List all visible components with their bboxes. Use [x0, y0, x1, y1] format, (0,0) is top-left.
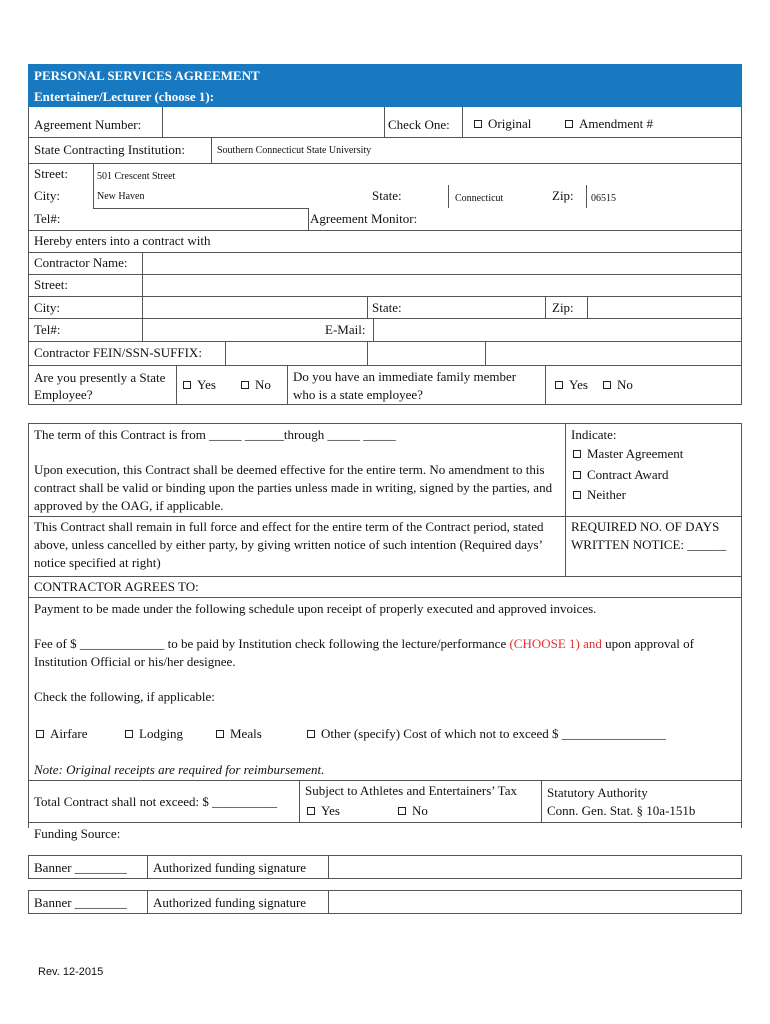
contractor-state-label: State:: [372, 300, 402, 315]
receipts-note: Note: Original receipts are required for reimbursement.: [34, 762, 325, 777]
check-one-label: Check One:: [388, 117, 450, 132]
form-title: PERSONAL SERVICES AGREEMENT: [34, 68, 260, 83]
statutory-authority-line2: Conn. Gen. Stat. § 10a-151b: [547, 803, 696, 818]
master-agreement-label: Master Agreement: [587, 446, 684, 461]
contractor-name-field[interactable]: [144, 254, 740, 273]
family-yes[interactable]: [555, 377, 588, 393]
state-employee-question-2: Employee?: [34, 387, 93, 402]
other-checkbox[interactable]: [307, 730, 315, 738]
lodging-checkbox[interactable]: [125, 730, 133, 738]
agreement-number-label: Agreement Number:: [34, 117, 142, 132]
contract-award-label: Contract Award: [587, 467, 669, 482]
meals-checkbox[interactable]: [216, 730, 224, 738]
payment-text: Payment to be made under the following schedule upon receipt of properly executed and approved invoices.: [34, 601, 597, 616]
fee-choose-text: (CHOOSE 1) and: [509, 636, 602, 651]
fee-text-part2: upon approval of Institution Official or his/her designee.: [34, 636, 694, 669]
family-yes-checkbox[interactable]: [555, 381, 563, 389]
state-employee-question-1: Are you presently a State: [34, 370, 166, 385]
other-label: Other (specify) Cost of which not to exceed $ ________________: [321, 726, 666, 741]
original-checkbox[interactable]: [474, 120, 482, 128]
state-employee-no-checkbox[interactable]: [241, 381, 249, 389]
agency-zip-label: Zip:: [552, 188, 574, 203]
fein-label: Contractor FEIN/SSN-SUFFIX:: [34, 345, 202, 360]
contractor-street-field[interactable]: [144, 276, 740, 295]
required-days-line2: WRITTEN NOTICE: ______: [571, 537, 727, 552]
agreement-monitor-label: Agreement Monitor:: [310, 211, 418, 226]
agency-city-value[interactable]: New Haven: [97, 191, 145, 202]
amendment-label: Amendment #: [579, 116, 654, 131]
institution-value[interactable]: Southern Connecticut State University: [217, 145, 372, 156]
state-employee-yes-label: Yes: [197, 377, 216, 392]
funding-signature-1-label: Authorized funding signature: [153, 860, 307, 875]
amendment-checkbox[interactable]: [565, 120, 573, 128]
agency-street-value[interactable]: 501 Crescent Street: [97, 171, 176, 182]
funding-signature-1-field[interactable]: [330, 857, 740, 877]
contractor-zip-label: Zip:: [552, 300, 574, 315]
funding-signature-2-label: Authorized funding signature: [153, 895, 307, 910]
contractor-street-label: Street:: [34, 277, 68, 292]
form-subtitle: Entertainer/Lecturer (choose 1):: [34, 89, 215, 104]
fee-text: [34, 635, 736, 671]
tax-no-option[interactable]: [398, 803, 428, 819]
state-employee-yes[interactable]: [183, 377, 216, 393]
original-label: Original: [488, 116, 532, 131]
neither-label: Neither: [587, 487, 626, 502]
banner-1-label: Banner ________: [34, 860, 127, 875]
airfare-checkbox[interactable]: [36, 730, 44, 738]
tax-yes-option[interactable]: [307, 803, 340, 819]
family-no[interactable]: [603, 377, 633, 393]
tax-label: Subject to Athletes and Entertainers’ Tax: [305, 783, 517, 798]
agency-street-label: Street:: [34, 166, 68, 181]
agency-zip-value[interactable]: 06515: [591, 193, 616, 204]
state-employee-no-label: No: [255, 377, 271, 392]
amendment-option[interactable]: [565, 116, 653, 132]
institution-label: State Contracting Institution:: [34, 142, 185, 157]
original-option[interactable]: [474, 116, 531, 132]
family-no-label: No: [617, 377, 633, 392]
family-no-checkbox[interactable]: [603, 381, 611, 389]
family-question-1: Do you have an immediate family member: [293, 369, 517, 384]
contractor-city-label: City:: [34, 300, 61, 315]
funding-source-label: Funding Source:: [34, 826, 121, 841]
meals-label: Meals: [230, 726, 262, 741]
lodging-label: Lodging: [139, 726, 184, 741]
neither-checkbox[interactable]: [573, 491, 581, 499]
fee-text-part1: Fee of $ _____________ to be paid by Institution check following the lecture/performance: [34, 636, 510, 651]
check-following-text: Check the following, if applicable:: [34, 689, 215, 704]
lodging-option[interactable]: [125, 726, 183, 742]
funding-signature-2-field[interactable]: [330, 892, 740, 912]
family-question-2: who is a state employee?: [293, 387, 423, 402]
tax-yes-checkbox[interactable]: [307, 807, 315, 815]
required-days-line1: REQUIRED NO. OF DAYS: [571, 519, 720, 534]
meals-option[interactable]: [216, 726, 262, 742]
contractor-tel-label: Tel#:: [34, 322, 61, 337]
indicate-label: Indicate:: [571, 427, 617, 442]
state-employee-yes-checkbox[interactable]: [183, 381, 191, 389]
statutory-authority-line1: Statutory Authority: [547, 785, 648, 800]
agrees-heading: CONTRACTOR AGREES TO:: [34, 579, 199, 594]
other-option[interactable]: [307, 726, 666, 742]
banner-2-label: Banner ________: [34, 895, 127, 910]
neither-option[interactable]: [573, 487, 626, 503]
contractor-email-label: E-Mail:: [325, 322, 366, 337]
agency-tel-label: Tel#:: [34, 211, 61, 226]
airfare-option[interactable]: [36, 726, 88, 742]
tax-no-checkbox[interactable]: [398, 807, 406, 815]
total-contract-label: Total Contract shall not exceed: $ __________: [34, 794, 278, 809]
master-agreement-checkbox[interactable]: [573, 450, 581, 458]
agency-state-label: State:: [372, 188, 402, 203]
master-agreement-option[interactable]: [573, 446, 683, 462]
contractor-name-label: Contractor Name:: [34, 255, 128, 270]
enters-contract-text: Hereby enters into a contract with: [34, 233, 211, 248]
agency-state-value[interactable]: Connecticut: [455, 193, 504, 204]
contract-award-option[interactable]: [573, 467, 668, 483]
force-text: This Contract shall remain in full force and effect for the entire term of the Contract period, stated above, unless cancelled by either party, by giving written notice of such intention (Required days’ notice specified at right): [34, 519, 544, 570]
family-yes-label: Yes: [569, 377, 588, 392]
tax-yes-label: Yes: [321, 803, 340, 818]
tax-no-label: No: [412, 803, 428, 818]
execution-text: Upon execution, this Contract shall be deemed effective for the entire term. No amendment to this contract shall be valid or binding upon the parties unless made in writing, signed by the parties, and approved by the OAG, if applicable.: [34, 462, 553, 513]
revision-label: Rev. 12-2015: [38, 966, 104, 978]
state-employee-no[interactable]: [241, 377, 271, 393]
agreement-number-field[interactable]: [164, 109, 382, 135]
term-text: The term of this Contract is from _____ ______through _____ _____: [34, 427, 396, 442]
airfare-label: Airfare: [50, 726, 88, 741]
contract-award-checkbox[interactable]: [573, 471, 581, 479]
agency-city-label: City:: [34, 188, 61, 203]
